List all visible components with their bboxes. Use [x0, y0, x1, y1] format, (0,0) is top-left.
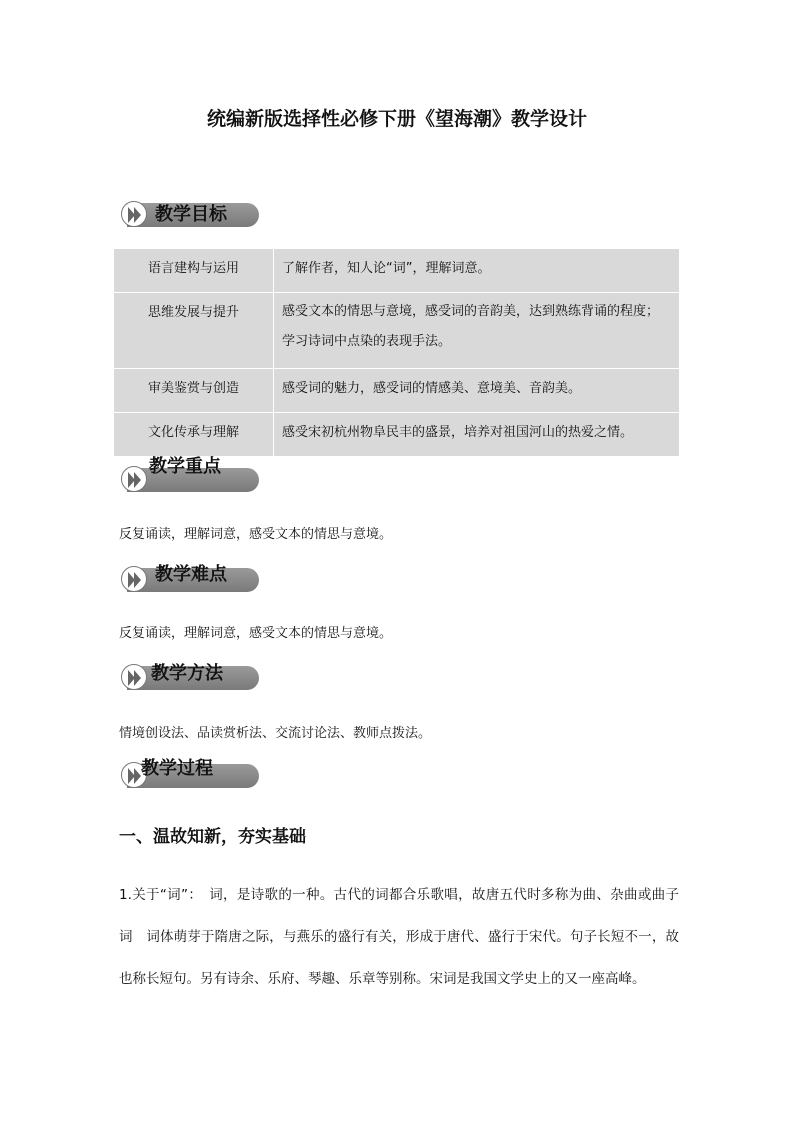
method-text: 情境创设法、品读赏析法、交流讨论法、教师点拨法。 — [119, 726, 432, 741]
section-header-key — [119, 456, 259, 490]
section-title: 教学重点 — [149, 456, 221, 477]
table-cell-value: 了解作者，知人论“词”，理解词意。 — [274, 249, 680, 293]
table-row — [114, 369, 680, 413]
section-header-goals — [119, 197, 259, 227]
goals-table — [113, 248, 680, 457]
section-title: 教学难点 — [155, 564, 227, 585]
section-header-process — [119, 756, 259, 786]
section-title: 教学过程 — [141, 758, 213, 779]
double-arrow-icon — [121, 201, 147, 227]
table-row — [114, 413, 680, 457]
table-row — [114, 293, 680, 369]
table-cell-value: 感受文本的情思与意境，感受词的音韵美，达到熟练背诵的程度；学习诗词中点染的表现手法。 — [274, 293, 680, 369]
table-row — [114, 249, 680, 293]
heading-1: 一、温故知新，夯实基础 — [119, 827, 306, 847]
section-header-difficulty — [119, 560, 259, 590]
section-header-method — [119, 658, 259, 688]
table-cell-key: 文化传承与理解 — [114, 413, 274, 457]
section-title: 教学方法 — [151, 663, 223, 684]
double-arrow-icon — [121, 466, 147, 492]
section-title: 教学目标 — [155, 204, 227, 225]
key-text: 反复诵读，理解词意，感受文本的情思与意境。 — [119, 527, 393, 542]
table-cell-key: 语言建构与运用 — [114, 249, 274, 293]
body-paragraph: 1.关于“词”： 词，是诗歌的一种。古代的词都合乐歌唱，故唐五代时多称为曲、杂曲或曲子词 词体萌芽于隋唐之际，与燕乐的盛行有关，形成于唐代、盛行于宋代。句子长短不一，故也称长短句。另有诗余、乐府、琴趣、乐章等别称。宋词是我国文学史上的又一座高峰。 — [119, 887, 679, 987]
double-arrow-icon — [121, 566, 147, 592]
double-arrow-icon — [121, 664, 147, 690]
table-cell-value: 感受宋初杭州物阜民丰的盛景，培养对祖国河山的热爱之情。 — [274, 413, 680, 457]
page-title: 统编新版选择性必修下册《望海潮》教学设计 — [206, 108, 587, 130]
table-cell-value: 感受词的魅力，感受词的情感美、意境美、音韵美。 — [274, 369, 680, 413]
difficulty-text: 反复诵读，理解词意，感受文本的情思与意境。 — [119, 626, 393, 641]
table-cell-key: 思维发展与提升 — [114, 293, 274, 369]
table-cell-key: 审美鉴赏与创造 — [114, 369, 274, 413]
